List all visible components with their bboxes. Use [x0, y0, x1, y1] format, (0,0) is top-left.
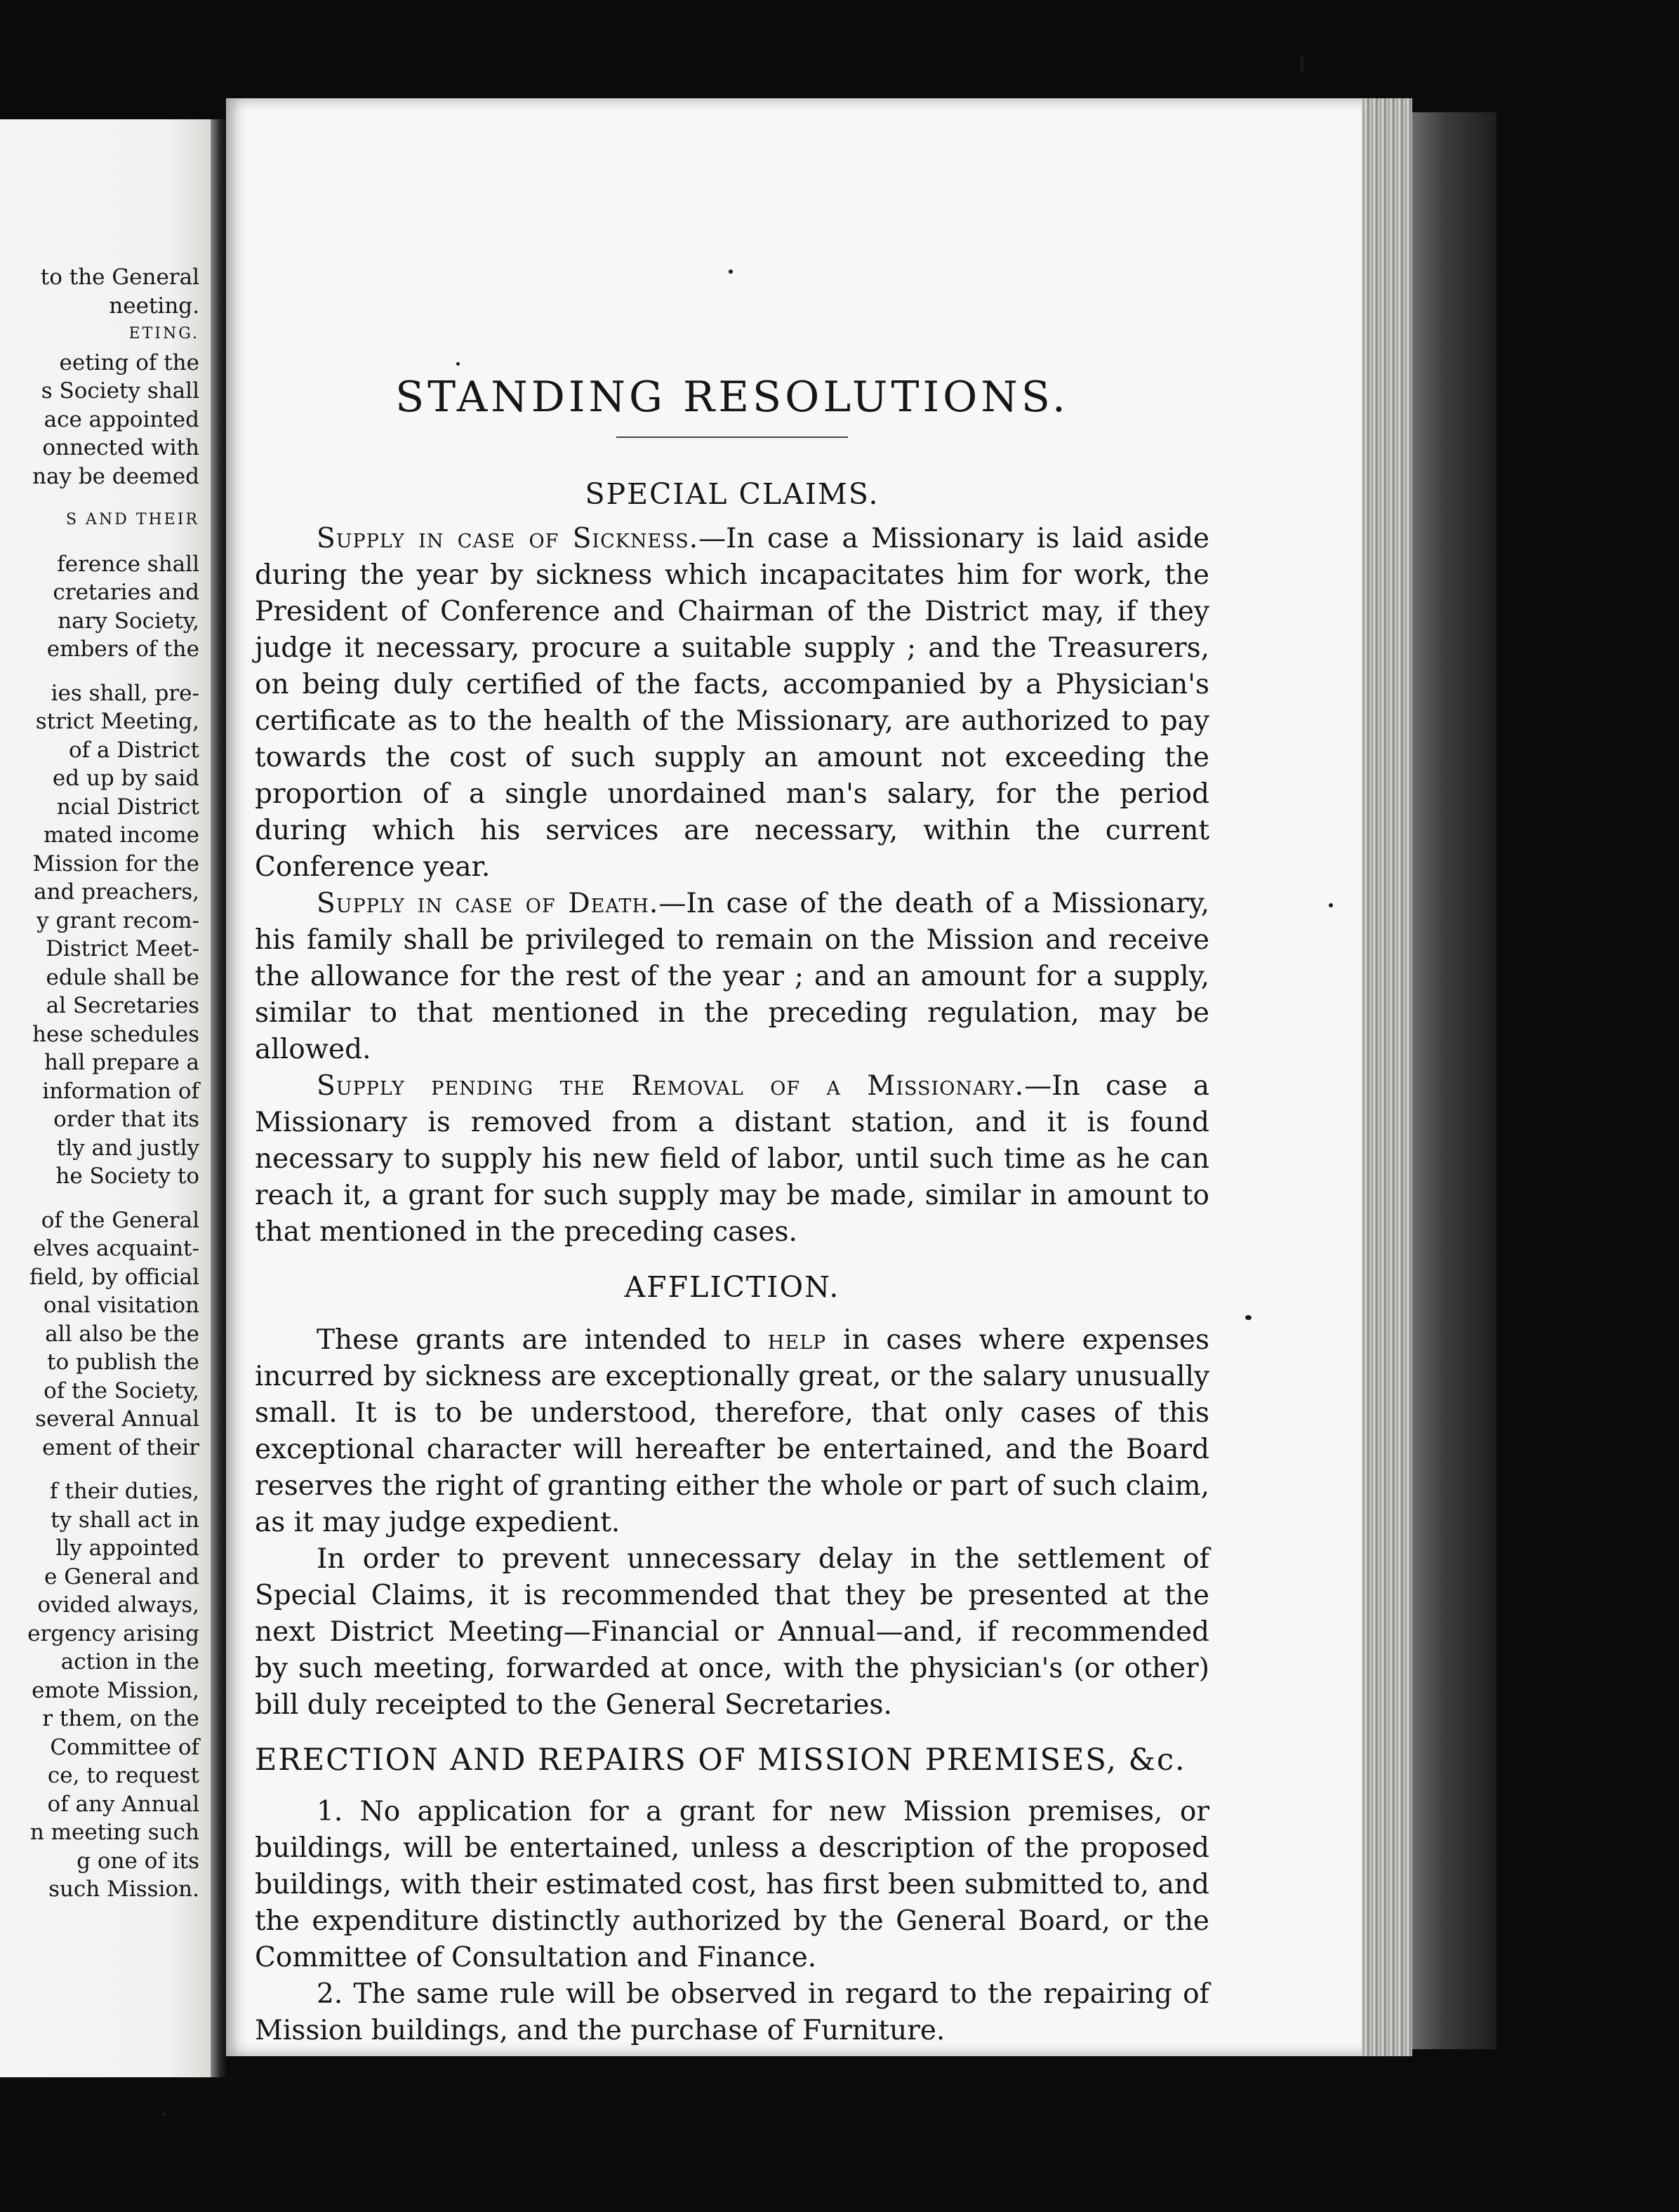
erection-paragraph-2: 2. The same rule will be observed in regard to the repairing of Mission buildings, and the purchase of Furniture.	[255, 1978, 1209, 2046]
previous-page-line: field, by official	[29, 1264, 199, 1290]
previous-page-line: such Mission.	[48, 1877, 199, 1902]
previous-page-line: several Annual	[35, 1406, 199, 1432]
previous-page-line: n meeting such	[29, 1820, 199, 1845]
previous-page-line: ovided always,	[37, 1592, 199, 1618]
previous-page-line	[0, 664, 199, 679]
previous-page-line: S AND THEIR	[65, 511, 199, 528]
previous-page-line: nay be deemed	[32, 463, 199, 489]
removal-paragraph	[255, 1068, 1209, 1251]
sickness-lead: Supply in case of Sickness.	[317, 523, 699, 554]
previous-page-line: ncial District	[56, 794, 199, 820]
previous-page-line: neeting.	[109, 293, 199, 319]
removal-text: —In case a Missionary is removed from a distant station, and it is found necessary to supply his new field of labor, until such time as he can reach it, a grant for such supply may be made, similar in amount to that mentioned in the preceding cases.	[255, 1070, 1209, 1248]
removal-lead: Supply pending the Removal of a Missionary.	[317, 1070, 1025, 1102]
death-paragraph	[255, 886, 1209, 1068]
affliction-paragraph-2: In order to prevent unnecessary delay in the settlement of Special Claims, it is recommended that they be presented at the next District Meeting—Financial or Annual—and, if recommended by such meeting, forwarded at once, with the physician's (or other) bill duly receipted to the General Secretaries.	[255, 1543, 1209, 1721]
book-gutter	[211, 119, 226, 2077]
previous-page-line: he Society to	[55, 1164, 199, 1189]
affliction-help-word: help	[767, 1324, 827, 1356]
previous-page-line: s Society shall	[41, 378, 199, 404]
previous-page-line: ement of their	[42, 1434, 199, 1460]
previous-page-line: cretaries and	[53, 580, 199, 605]
death-lead: Supply in case of Death.	[317, 888, 659, 919]
previous-page-line: ergency arising	[27, 1620, 199, 1646]
previous-page-line: information of	[42, 1078, 199, 1104]
previous-page-line: f their duties,	[50, 1479, 199, 1504]
previous-page-line: hall prepare a	[44, 1050, 199, 1075]
previous-page-line: elves acquaint-	[33, 1236, 199, 1261]
page-title: STANDING RESOLUTIONS.	[395, 373, 1069, 422]
sickness-text: —In case a Missionary is laid aside during the year by sickness which incapacitates him for work, the President of Conference and Chairman of the District may, if they judge it necessary, procure a suitable supply ; and the Treasurers, on being duly certified of the facts, accompanied by a Physician's certificate as to the health of the Missionary, are authorized to pay towards the cost of such supply an amount not exceeding the proportion of a single unordained man's salary, for the period during which his services are necessary, within the current Conference year.	[255, 523, 1209, 883]
previous-page-line: strict Meeting,	[35, 709, 199, 734]
previous-page-line: action in the	[60, 1649, 199, 1674]
previous-page-line: emote Mission,	[32, 1677, 199, 1703]
previous-page-line: ace appointed	[44, 406, 199, 432]
previous-page-line: and preachers,	[34, 879, 199, 905]
book-cover-edge	[1412, 112, 1496, 2049]
previous-page-line: of the Society,	[44, 1378, 199, 1404]
previous-page-line: edule shall be	[46, 964, 199, 990]
special-claims-heading: SPECIAL CLAIMS.	[585, 477, 880, 511]
previous-page-line: Committee of	[50, 1734, 199, 1760]
previous-page-line: ies shall, pre-	[51, 680, 199, 706]
previous-page-line: embers of the	[46, 637, 199, 662]
previous-page-line: hese schedules	[32, 1021, 199, 1047]
previous-page-line: ETING.	[128, 325, 199, 342]
erection-heading: ERECTION AND REPAIRS OF MISSION PREMISES, &c.	[255, 1743, 1186, 1778]
previous-page-line: District Meet-	[46, 936, 199, 961]
previous-page-line: y grant recom-	[36, 907, 199, 933]
previous-page-line	[0, 1462, 199, 1477]
previous-page-line: g one of its	[77, 1848, 199, 1874]
previous-page-line	[0, 1191, 199, 1206]
previous-page-line: al Secretaries	[46, 993, 199, 1018]
previous-page-line: ed up by said	[52, 766, 199, 791]
previous-page-text	[0, 263, 199, 1904]
death-text: —In case of the death of a Missionary, his family shall be privileged to remain on the Mission and receive the allowance for the rest of the year ; and an amount for a supply, similar to that mentioned in the preceding regulation, may be allowed.	[255, 888, 1209, 1065]
previous-page-line: mated income	[43, 822, 199, 848]
previous-page-line: nary Society,	[58, 608, 199, 634]
previous-page-line	[0, 535, 199, 550]
previous-page-line: of any Annual	[47, 1791, 199, 1817]
affliction-paragraph-1	[255, 1322, 1209, 1541]
title-rule	[616, 437, 848, 438]
previous-page-line: ference shall	[57, 551, 199, 577]
previous-page-line: of a District	[68, 737, 199, 763]
previous-page-line: Mission for the	[32, 851, 199, 877]
previous-page-line: onnected with	[42, 435, 199, 460]
page-edges	[1362, 98, 1412, 2056]
previous-page-line: eeting of the	[59, 349, 199, 375]
previous-page-line: to the General	[40, 265, 199, 290]
previous-page-line	[0, 491, 199, 506]
previous-page-line: onal visitation	[43, 1293, 199, 1318]
previous-page-line: ce, to request	[47, 1763, 199, 1788]
previous-page	[0, 119, 211, 2077]
affliction-p1-after: in cases where expenses incurred by sickness are exceptionally great, or the salary unusually small. It is to be understood, therefore, that only cases of this exceptional character will hereafter be entertained, and the Board reserves the right of granting either the whole or part of such claim, as it may judge expedient.	[255, 1324, 1210, 1538]
erection-paragraph-1: 1. No application for a grant for new Mission premises, or buildings, will be entertained, unless a description of the proposed buildings, with their estimated cost, has first been submitted to, and the expenditure distinctly authorized by the General Board, or the Committee of Consultation and Finance.	[255, 1796, 1209, 1973]
previous-page-line: lly appointed	[55, 1535, 199, 1561]
previous-page-line: to publish the	[47, 1350, 199, 1375]
previous-page-line: r them, on the	[42, 1706, 199, 1731]
previous-page-line: all also be the	[45, 1321, 199, 1347]
previous-page-line: e General and	[44, 1564, 199, 1590]
previous-page-line: ty shall act in	[51, 1507, 199, 1533]
sickness-paragraph	[255, 521, 1209, 886]
previous-page-line: of the General	[41, 1207, 199, 1233]
previous-page-line: order that its	[53, 1107, 199, 1132]
affliction-heading: AFFLICTION.	[624, 1270, 840, 1304]
previous-page-line: tly and justly	[56, 1135, 199, 1161]
affliction-p1-before: These grants are intended to	[317, 1324, 768, 1356]
page-content	[255, 373, 1210, 2049]
